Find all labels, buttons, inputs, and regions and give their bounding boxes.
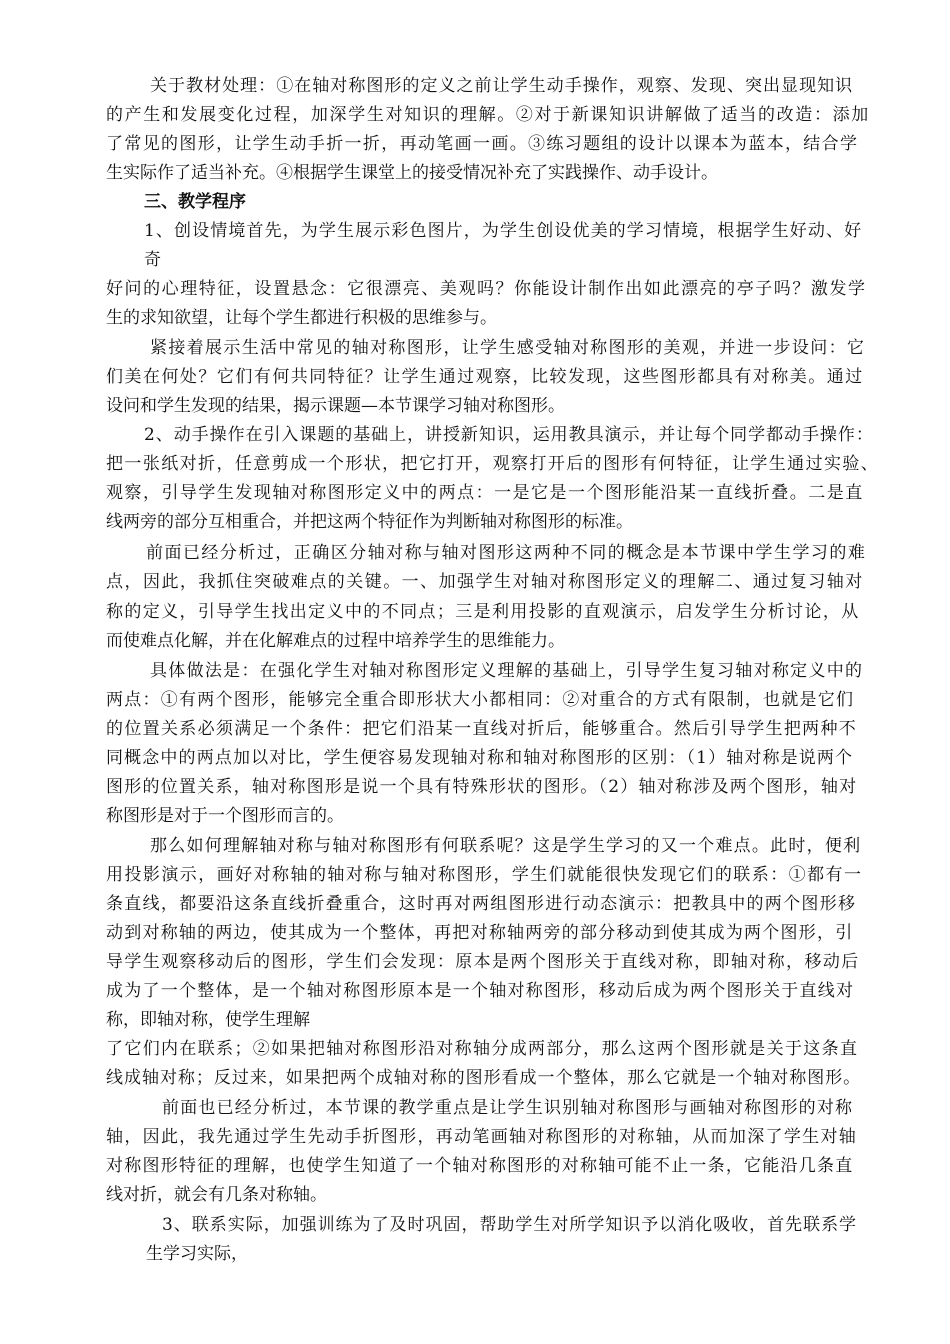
- text-line: 前面也已经分析过，本节课的教学重点是让学生识别轴对称图形与画轴对称图形的对称: [162, 1098, 854, 1118]
- text-line: 成为了一个整体，是一个轴对称图形原本是一个轴对称图形，移动后成为两个图形关于直线对: [106, 981, 855, 1001]
- text-line: 观察，引导学生发现轴对称图形定义中的两点：一是它是一个图形能沿某一直线折叠。二是直: [106, 483, 864, 503]
- text-line: 奇: [144, 250, 161, 270]
- text-line: 动到对称轴的两边，使其成为一个整体，再把对称轴两旁的部分移动到使其成为两个图形，引: [106, 923, 854, 943]
- text-line: 3、联系实际，加强训练为了及时巩固，帮助学生对所学知识予以消化吸收，首先联系学: [162, 1215, 858, 1235]
- text-line: 生的求知欲望，让每个学生都进行积极的思维参与。: [106, 308, 497, 328]
- text-line: 导学生观察移动后的图形，学生们会发现：原本是两个图形关于直线对称，即轴对称，移动后: [106, 952, 860, 972]
- text-line: 两点：①有两个图形，能够完全重合即形状大小都相同：②对重合的方式有限制，也就是它们: [106, 690, 855, 710]
- text-line: 好问的心理特征，设置悬念：它很漂亮、美观吗？你能设计制作出如此漂亮的亭子吗？激发学: [106, 279, 867, 299]
- text-line: 用投影演示，画好对称轴的轴对称与轴对称图形，学生们就能很快发现它们的联系：①都有一: [106, 865, 863, 885]
- text-line: 紧接着展示生活中常见的轴对称图形，让学生感受轴对称图形的美观，并进一步设问：它: [150, 338, 866, 358]
- text-line: 图形的位置关系，轴对称图形是说一个具有特殊形状的图形。（2）轴对称涉及两个图形，轴对: [106, 777, 858, 797]
- text-line: 了它们内在联系；②如果把轴对称图形沿对称轴分成两部分，那么这两个图形就是关于这条直: [106, 1039, 859, 1059]
- text-line: 那么如何理解轴对称与轴对称图形有何联系呢？这是学生学习的又一个难点。此时，便利: [150, 836, 862, 856]
- text-line: 们美在何处？它们有何共同特征？让学生通过观察，比较发现，这些图形都具有对称美。通过: [106, 367, 864, 387]
- text-line: 的产生和发展变化过程，加深学生对知识的理解。②对于新课知识讲解做了适当的改造：添加: [106, 105, 870, 125]
- text-line: 把一张纸对折，任意剪成一个形状，把它打开，观察打开后的图形有何特征，让学生通过实验、: [106, 454, 880, 474]
- text-line: 同概念中的两点加以对比，学生便容易发现轴对称和轴对称图形的区别：（1）轴对称是说两个: [106, 748, 854, 768]
- text-line: 轴，因此，我先通过学生先动手折图形，再动笔画轴对称图形的对称轴，从而加深了学生对轴: [106, 1127, 858, 1147]
- text-line: 称图形是对于一个图形而言的。: [106, 806, 344, 826]
- text-line: 称，即轴对称，使学生理解: [106, 1010, 310, 1030]
- text-line: 2、动手操作在引入课题的基础上，讲授新知识，运用教具演示，并让每个同学都动手操作：: [144, 425, 874, 445]
- text-line: 而使难点化解，并在化解难点的过程中培养学生的思维能力。: [106, 631, 565, 651]
- text-line: 生学习实际，: [146, 1244, 248, 1264]
- text-line: 点，因此，我抓住突破难点的关键。一、加强学生对轴对称图形定义的理解二、通过复习轴对: [106, 572, 864, 592]
- text-line: 的位置关系必须满足一个条件：把它们沿某一直线对折后，能够重合。然后引导学生把两种不: [106, 719, 858, 739]
- text-line: 具体做法是：在强化学生对轴对称图形定义理解的基础上，引导学生复习轴对称定义中的: [150, 661, 864, 681]
- section-heading: 三、教学程序: [144, 192, 246, 212]
- text-line: 关于教材处理：①在轴对称图形的定义之前让学生动手操作，观察、发现、突出显现知识: [150, 76, 854, 96]
- text-line: 称的定义，引导学生找出定义中的不同点；三是利用投影的直观演示，启发学生分析讨论，从: [106, 602, 860, 622]
- text-line: 线成轴对称；反过来，如果把两个成轴对称的图形看成一个整体，那么它就是一个轴对称图形。: [106, 1068, 862, 1088]
- text-line: 了常见的图形，让学生动手折一折，再动笔画一画。③练习题组的设计以课本为蓝本，结合学: [106, 134, 859, 154]
- text-line: 生实际作了适当补充。④根据学生课堂上的接受情况补充了实践操作、动手设计。: [106, 163, 718, 183]
- text-line: 线对折，就会有几条对称轴。: [106, 1185, 327, 1205]
- text-line: 对称图形特征的理解，也使学生知道了一个轴对称图形的对称轴可能不止一条，它能沿几条直: [106, 1156, 854, 1176]
- text-line: 1、创设情境首先，为学生展示彩色图片，为学生创设优美的学习情境，根据学生好动、好: [144, 221, 863, 241]
- text-line: 线两旁的部分互相重合，并把这两个特征作为判断轴对称图形的标准。: [106, 512, 633, 532]
- text-line: 条直线，都要沿这条直线折叠重合，这时再对两组图形进行动态演示：把教具中的两个图形移: [106, 894, 857, 914]
- text-line: 前面已经分析过，正确区分轴对称与轴对图形这两种不同的概念是本节课中学生学习的难: [146, 543, 867, 563]
- text-line: 设问和学生发现的结果，揭示课题—本节课学习轴对称图形。: [106, 396, 565, 416]
